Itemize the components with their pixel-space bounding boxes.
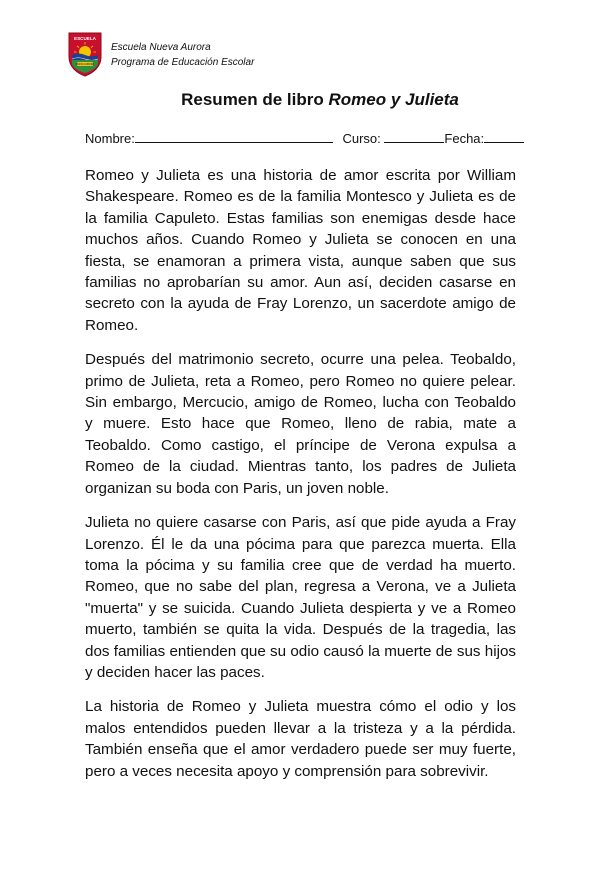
school-crest-logo <box>67 31 103 77</box>
name-field[interactable] <box>135 130 333 143</box>
course-field[interactable] <box>384 130 444 143</box>
name-label: Nombre: <box>85 131 135 146</box>
course-label: Curso: <box>342 131 381 146</box>
date-field[interactable] <box>484 130 524 143</box>
paragraph: Julieta no quiere casarse con Paris, así que pide ayuda a Fray Lorenzo. Él le da una pócima para que parezca muerta. Ella toma la pócima y su familia cree que de verdad ha muerto. Romeo, que no sabe del plan, regresa a Verona, ve a Julieta "muerta" y se suicida. Cuando Julieta despierta y ve a Romeo muerto, también se quita la vida. Después de la tragedia, las dos familias entienden que su odio causó la muerte de sus hijos y deciden hacer las paces. <box>85 514 516 681</box>
title-prefix: Resumen de libro <box>181 90 329 109</box>
school-info <box>111 40 254 70</box>
book-title: Romeo y Julieta <box>328 90 459 109</box>
date-label: Fecha: <box>444 131 485 146</box>
school-name: Escuela Nueva Aurora <box>111 42 211 53</box>
student-info-line <box>85 130 524 146</box>
school-program: Programa de Educación Escolar <box>111 57 255 68</box>
page-title <box>0 90 600 110</box>
paragraph: Después del matrimonio secreto, ocurre una pelea. Teobaldo, primo de Julieta, reta a Romeo, pero Romeo no quiere pelear. Sin embargo, Mercucio, amigo de Romeo, lucha con Teobaldo y muere. Esto hace que Romeo, lleno de rabia, mate a Teobaldo. Como castigo, el príncipe de Verona expulsa a Romeo de la ciudad. Mientras tanto, los padres de Julieta organizan su boda con Paris, un joven noble. <box>85 351 516 497</box>
svg-text:ESCUELA: ESCUELA <box>74 36 96 41</box>
school-header <box>67 31 254 77</box>
paragraph: Romeo y Julieta es una historia de amor escrita por William Shakespeare. Romeo es de la familia Montesco y Julieta es de la familia Capuleto. Estas familias son enemigas desde hace muchos años. Cuando Romeo y Julieta se conocen en una fiesta, se enamoran a primera vista, aunque saben que sus familias no aprobarían su amor. Aun así, deciden casarse en secreto con la ayuda de Fray Lorenzo, un sacerdote amigo de Romeo. <box>85 167 516 334</box>
paragraph: La historia de Romeo y Julieta muestra cómo el odio y los malos entendidos pueden llevar a la tristeza y a la pérdida. También enseña que el amor verdadero puede ser muy fuerte, pero a veces necesita apoyo y comprensión para sobrevivir. <box>85 698 516 780</box>
svg-text:NUEVA AURORA: NUEVA AURORA <box>75 64 95 67</box>
summary-text <box>85 165 516 795</box>
